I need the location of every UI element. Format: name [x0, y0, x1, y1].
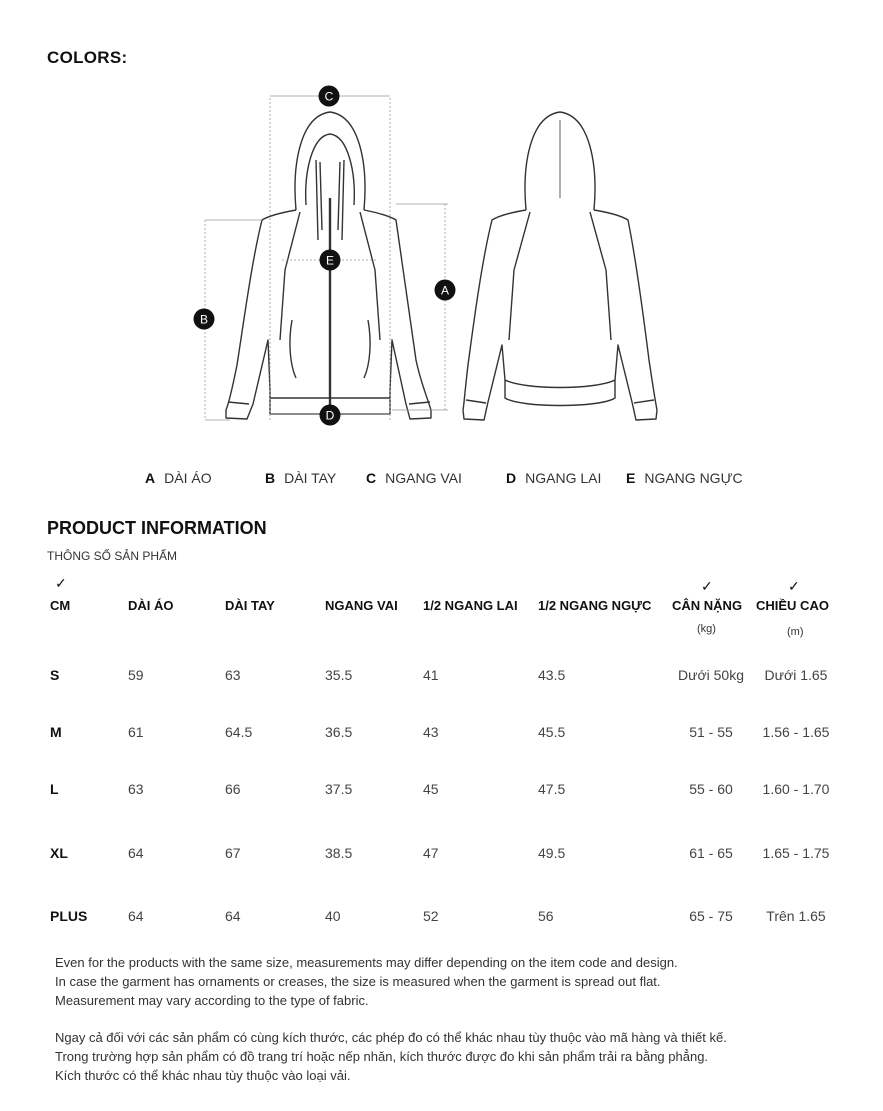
size-label: S: [50, 667, 60, 683]
back-hoodie-drawing: [463, 112, 657, 420]
table-cell: Trên 1.65: [766, 908, 826, 924]
svg-text:D: D: [325, 408, 335, 423]
table-cell: 61: [128, 724, 144, 740]
table-cell: 47.5: [538, 781, 566, 797]
table-cell: 1.56 - 1.65: [762, 724, 830, 740]
table-cell: 63: [225, 667, 241, 683]
table-cell: 52: [423, 908, 439, 924]
size-label: XL: [50, 845, 68, 861]
check-icon-cm: ✓: [55, 575, 67, 591]
table-cell: 40: [325, 908, 341, 924]
table-cell: 45.5: [538, 724, 566, 740]
legend-item-d: D NGANG LAI: [506, 470, 602, 486]
marker-a: [435, 280, 456, 301]
table-cell: 55 - 60: [689, 781, 733, 797]
marker-c: [319, 86, 340, 107]
table-cell: 63: [128, 781, 144, 797]
check-icon-height: ✓: [788, 578, 800, 594]
note-line: Trong trường hợp sản phẩm có đồ trang trí hoặc nếp nhăn, kích thước được đo khi sản phẩm trải ra bằng phẳng.: [55, 1049, 709, 1064]
header-dai-tay: DÀI TAY: [225, 598, 275, 613]
header-half-ngang-lai: 1/2 NGANG LAI: [423, 598, 518, 613]
header-cm: CM: [50, 598, 71, 613]
size-label: L: [50, 781, 59, 797]
note-line: Measurement may vary according to the type of fabric.: [55, 993, 369, 1008]
table-cell: Dưới 1.65: [764, 667, 828, 683]
marker-d: [320, 405, 341, 426]
notes-vietnamese: [55, 1028, 727, 1085]
table-cell: 47: [423, 845, 439, 861]
check-icon-weight: ✓: [701, 578, 713, 594]
table-cell: 65 - 75: [689, 908, 733, 924]
table-cell: 51 - 55: [689, 724, 733, 740]
note-line: In case the garment has ornaments or creases, the size is measured when the garment is spread out flat.: [55, 974, 661, 989]
product-info-subtitle: THÔNG SỐ SẢN PHẨM: [47, 549, 178, 563]
table-cell: 1.60 - 1.70: [762, 781, 830, 797]
svg-text:B: B: [199, 312, 209, 327]
table-cell: 64: [128, 845, 144, 861]
table-cell: 45: [423, 781, 439, 797]
table-cell: 43: [423, 724, 439, 740]
header-half-ngang-nguc: 1/2 NGANG NGỰC: [538, 598, 652, 613]
header-can-nang: CÂN NẶNG: [672, 598, 743, 613]
legend-item-c: C NGANG VAI: [366, 470, 462, 486]
colors-heading: COLORS:: [47, 48, 128, 67]
table-cell: 41: [423, 667, 439, 683]
svg-text:A: A: [440, 283, 450, 298]
note-line: Even for the products with the same size, measurements may differ depending on the item code and design.: [55, 955, 678, 970]
table-cell: 66: [225, 781, 241, 797]
header-dai-ao: DÀI ÁO: [128, 598, 174, 613]
legend-item-e: E NGANG NGỰC: [626, 470, 743, 486]
note-line: Kích thước có thể khác nhau tùy thuộc vào loại vải.: [55, 1068, 351, 1083]
header-ngang-vai: NGANG VAI: [325, 598, 398, 613]
product-info-title: PRODUCT INFORMATION: [47, 518, 267, 538]
table-cell: 37.5: [325, 781, 353, 797]
unit-height: (m): [787, 626, 804, 638]
unit-weight: (kg): [697, 623, 716, 635]
marker-e: [320, 250, 341, 271]
legend-item-b: B DÀI TAY: [265, 470, 337, 486]
table-cell: 35.5: [325, 667, 353, 683]
svg-text:E: E: [325, 253, 335, 268]
legend-item-a: A DÀI ÁO: [145, 470, 212, 486]
size-label: M: [50, 724, 62, 740]
table-cell: 64: [225, 908, 241, 924]
marker-b: [194, 309, 215, 330]
table-cell: 38.5: [325, 845, 353, 861]
table-cell: 64: [128, 908, 144, 924]
table-cell: 59: [128, 667, 144, 683]
table-cell: 64.5: [225, 724, 253, 740]
table-cell: 61 - 65: [689, 845, 733, 861]
note-line: Ngay cả đối với các sản phẩm có cùng kích thước, các phép đo có thể khác nhau tùy thuộc vào mã hàng và thiết kế.: [55, 1030, 727, 1045]
size-label: PLUS: [50, 908, 88, 924]
table-cell: 1.65 - 1.75: [762, 845, 830, 861]
table-cell: 36.5: [325, 724, 353, 740]
table-cell: 49.5: [538, 845, 566, 861]
table-cell: 43.5: [538, 667, 566, 683]
table-cell: Dưới 50kg: [677, 667, 745, 683]
notes-english: [55, 953, 678, 1010]
header-chieu-cao: CHIỀU CAO: [756, 598, 829, 613]
hoodie-size-diagram: [0, 80, 883, 440]
table-cell: 67: [225, 845, 241, 861]
svg-text:C: C: [324, 89, 334, 104]
table-cell: 56: [538, 908, 554, 924]
